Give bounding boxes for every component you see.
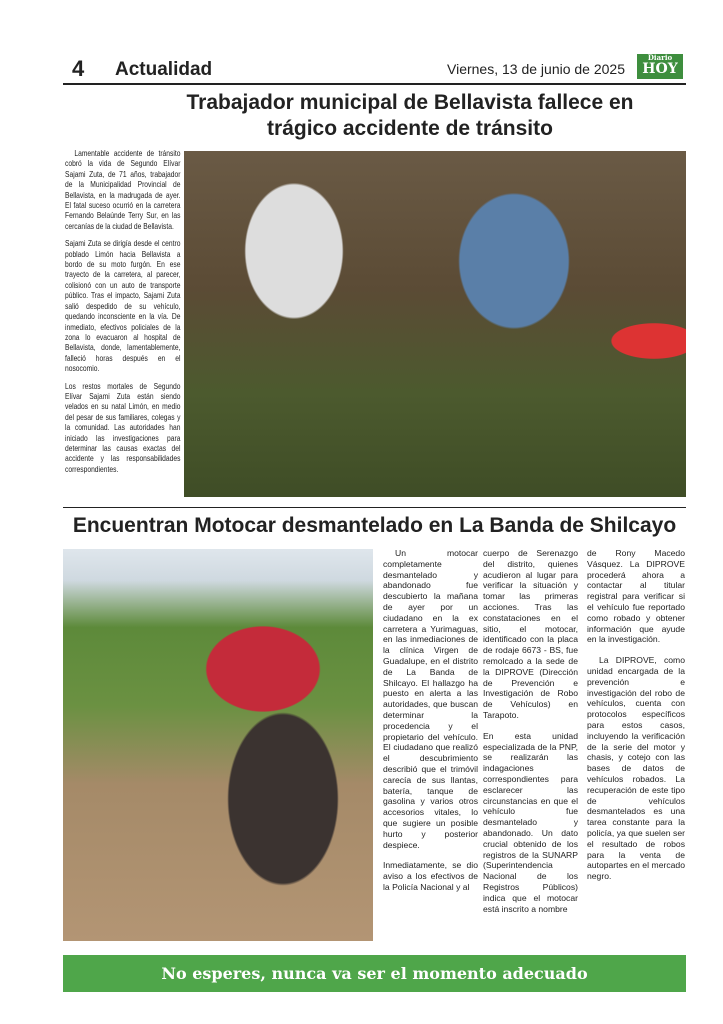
logo-big-text: HOY: [642, 61, 678, 77]
article-divider: [63, 507, 686, 508]
page-number: 4: [72, 56, 85, 81]
issue-date: Viernes, 13 de junio de 2025: [447, 61, 625, 77]
paragraph: Lamentable accidente de tránsito cobró la vida de Segundo Elívar Sajami Zuta, de 71 años, trabajador de la Municipalidad Provincial de Bellavista, en la madrugada de ayer. El fatal suceso ocurrió en la carretera Fernando Belaúnde Terry Sur, en las cercanías de la ciudad de Bellavista.: [65, 148, 181, 231]
article2-column-1: [383, 548, 478, 903]
paragraph: La DIPROVE, como unidad encargada de la prevención e investigación del robo de vehículos, cuenta con protocolos específicos para estos casos, incluyendo la verificación de la serie del motor y chasis, y cotejo con las bases de datos de vehículos robados. La recuperación de este tipo de vehículos desmantelados es una tarea constante para la policía, ya que suelen ser el resultado de robos para la venta de autopartes en el mercado negro.: [587, 655, 685, 882]
article2-column-2: [483, 548, 578, 924]
slogan-banner: No esperes, nunca va ser el momento adecuado: [63, 955, 686, 992]
section-title: Actualidad: [115, 59, 213, 80]
paragraph: cuerpo de Serenazgo del distrito, quienes acudieron al lugar para verificar la situación y tomar las primeras acciones. Tras las constataciones en el sitio, el motocar, identificado con la placa de rodaje 6673 - BS, fue remolcado a la sede de la DIPROVE (Dirección de Prevención e Investigación de Robo de Vehículos) en Tarapoto.: [483, 548, 578, 720]
paragraph: de Rony Macedo Vásquez. La DIPROVE procederá ahora a contactar al titular registral para verificar si el vehículo fue reportado como robado y obtener información que ayude en la investigación.: [587, 548, 685, 645]
article2-column-3: [587, 548, 685, 892]
article2-headline: Encuentran Motocar desmantelado en La Banda de Shilcayo: [72, 514, 677, 537]
logo-small-text: Diario: [647, 53, 673, 62]
header-rule: [63, 83, 686, 85]
paragraph: Un motocar completamente desmantelado y abandonado fue descubierto la mañana de ayer por un ciudadano en la ex carretera a Yurimaguas, en las inmediaciones de la clínica Virgen de Guadalupe, en el distrito de La Banda de Shilcayo. El hallazgo ha puesto en alerta a las autoridades, que buscan determinar la procedencia y el propietario del vehículo. El ciudadano que realizó el descubrimiento describió que el trimóvil carecía de sus llantas, batería, tanque de gasolina y varios otros accesorios vitales, lo que sugiere un posible hurto y posterior despiece.: [383, 548, 478, 850]
article1-body: [65, 148, 180, 481]
accident-photo: [184, 151, 686, 497]
motocar-photo: [63, 549, 373, 941]
diario-hoy-logo: [637, 54, 683, 79]
paragraph: Sajami Zuta se dirigía desde el centro poblado Limón hacia Bellavista a bordo de su moto furgón. En ese trayecto de la carretera, al parecer, colisionó con un auto de transporte público. Tras el impacto, Sajami Zuta salió despedido de su vehículo, quedando inconsciente en la vía. De inmediato, efectivos policiales de la zona lo evacuaron al hospital de Bellavista, donde, lamentablemente, falleció horas después en el nosocomio.: [65, 238, 181, 374]
paragraph: En esta unidad especializada de la PNP, se realizarán las indagaciones correspondientes para esclarecer las circunstancias en que el vehículo fue desmantelado y abandonado. Un dato crucial obtenido de los registros de la SUNARP (Superintendencia Nacional de los Registros Públicos) indica que el motocar está inscrito a nombre: [483, 730, 578, 914]
paragraph: Los restos mortales de Segundo Elívar Sajami Zuta están siendo velados en su natal Limón, en medio del pesar de sus familiares, colegas y la comunidad. Las autoridades han iniciado las investigaciones para determinar las causas exactas del accidente y las responsabilidades correspondientes.: [65, 380, 181, 474]
paragraph: Inmediatamente, se dio aviso a los efectivos de la Policía Nacional y al: [383, 860, 478, 892]
article1-headline: Trabajador municipal de Bellavista fallece en trágico accidente de tránsito: [186, 91, 634, 140]
